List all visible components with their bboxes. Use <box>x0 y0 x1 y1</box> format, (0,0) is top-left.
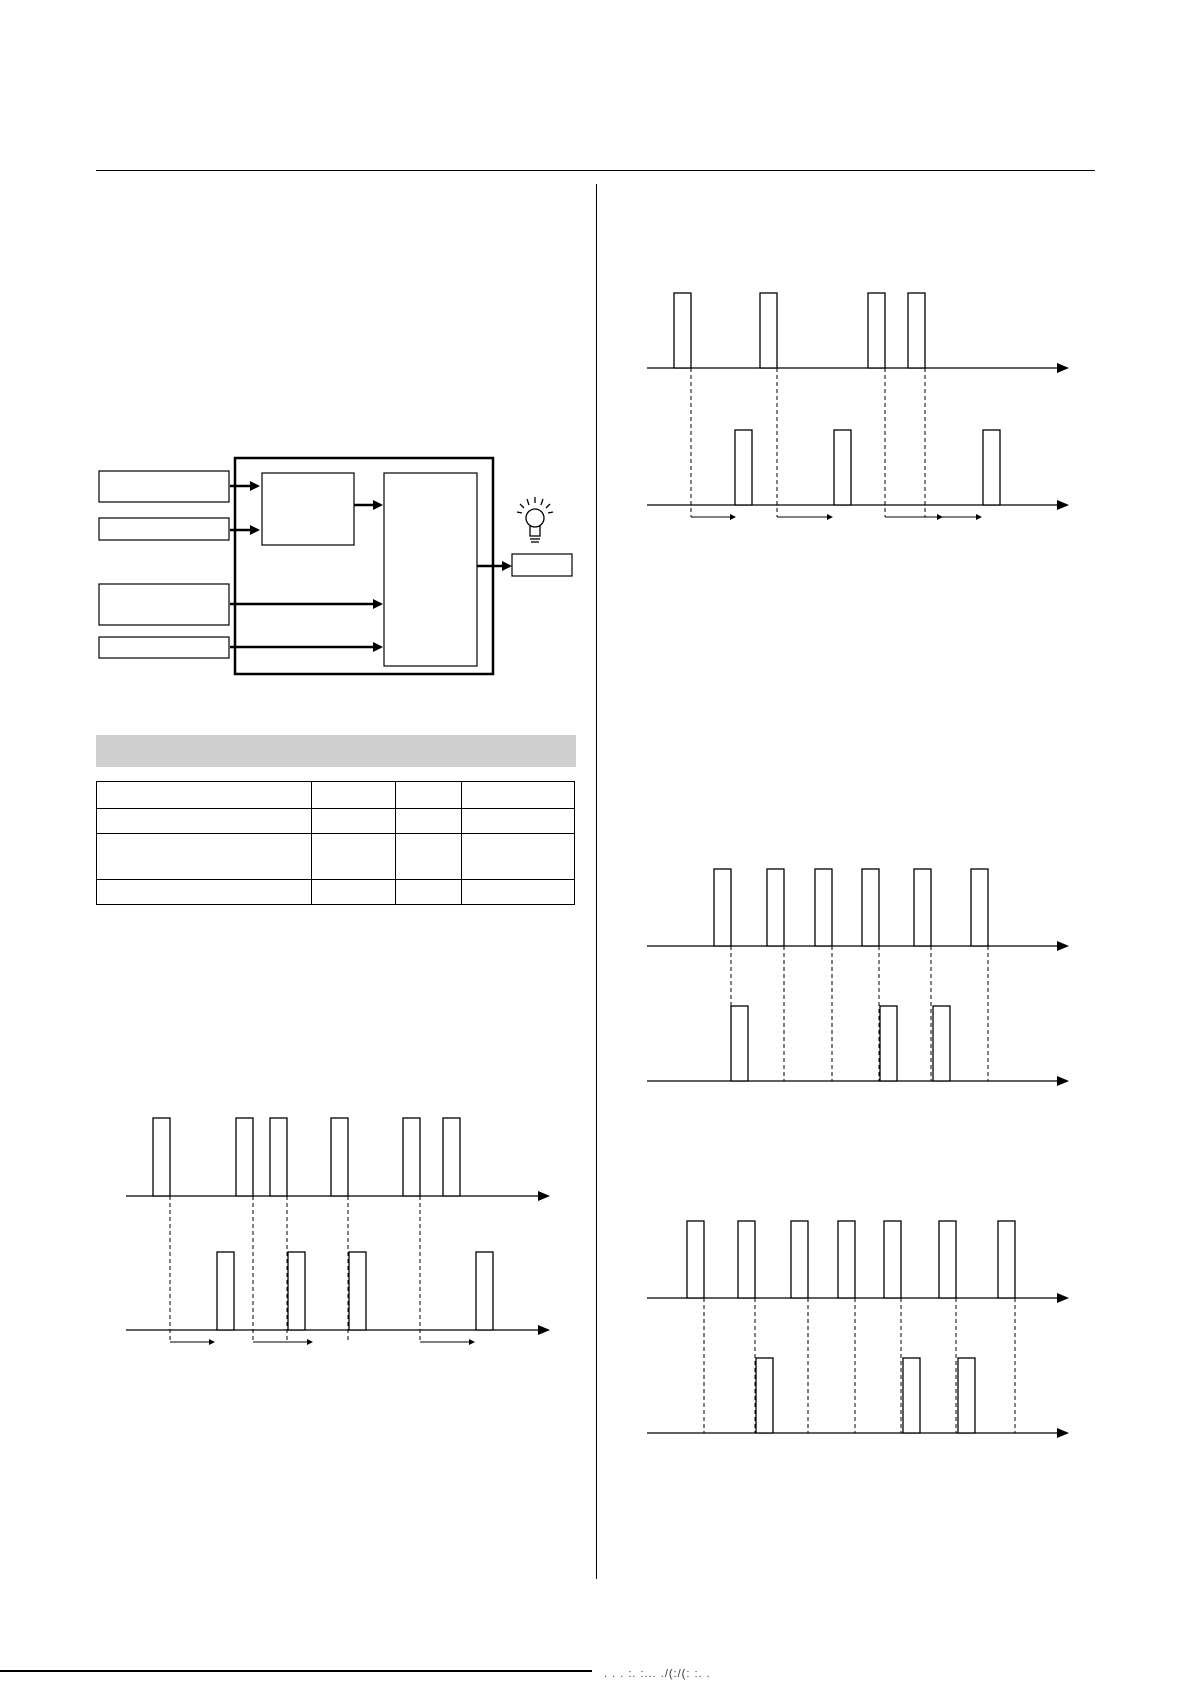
output-pulse <box>958 1358 975 1433</box>
input-pulse <box>687 1221 704 1298</box>
output-pulse <box>217 1252 234 1330</box>
output-pulse <box>476 1252 493 1330</box>
output-pulse <box>880 1006 897 1081</box>
input-pulse <box>674 293 691 368</box>
output-pulse <box>933 1006 950 1081</box>
input-pulse <box>998 1221 1015 1298</box>
input-pulse <box>767 869 784 946</box>
input-pulse <box>862 869 879 946</box>
input-pulse <box>868 293 885 368</box>
input-pulse <box>714 869 731 946</box>
input-pulse <box>443 1118 460 1196</box>
input-pulse <box>971 869 988 946</box>
output-pulse <box>903 1358 920 1433</box>
input-pulse <box>939 1221 956 1298</box>
input-pulse <box>791 1221 808 1298</box>
output-pulse <box>735 430 752 505</box>
input-pulse <box>270 1118 287 1196</box>
input-pulse <box>838 1221 855 1298</box>
input-pulse <box>236 1118 253 1196</box>
output-pulse <box>349 1252 366 1330</box>
input-pulse <box>153 1118 170 1196</box>
output-pulse <box>834 430 851 505</box>
output-pulse <box>983 430 1000 505</box>
input-pulse <box>884 1221 901 1298</box>
input-pulse <box>908 293 925 368</box>
input-pulse <box>914 869 931 946</box>
input-pulse <box>815 869 832 946</box>
input-pulse <box>760 293 777 368</box>
output-pulse <box>731 1006 748 1081</box>
footer-text: . . . :. :... ./(:/(: :. . <box>604 1668 711 1680</box>
output-pulse <box>288 1252 305 1330</box>
output-pulse <box>756 1358 773 1433</box>
input-pulse <box>403 1118 420 1196</box>
input-pulse <box>738 1221 755 1298</box>
input-pulse <box>331 1118 348 1196</box>
footer-rule <box>0 1670 592 1672</box>
